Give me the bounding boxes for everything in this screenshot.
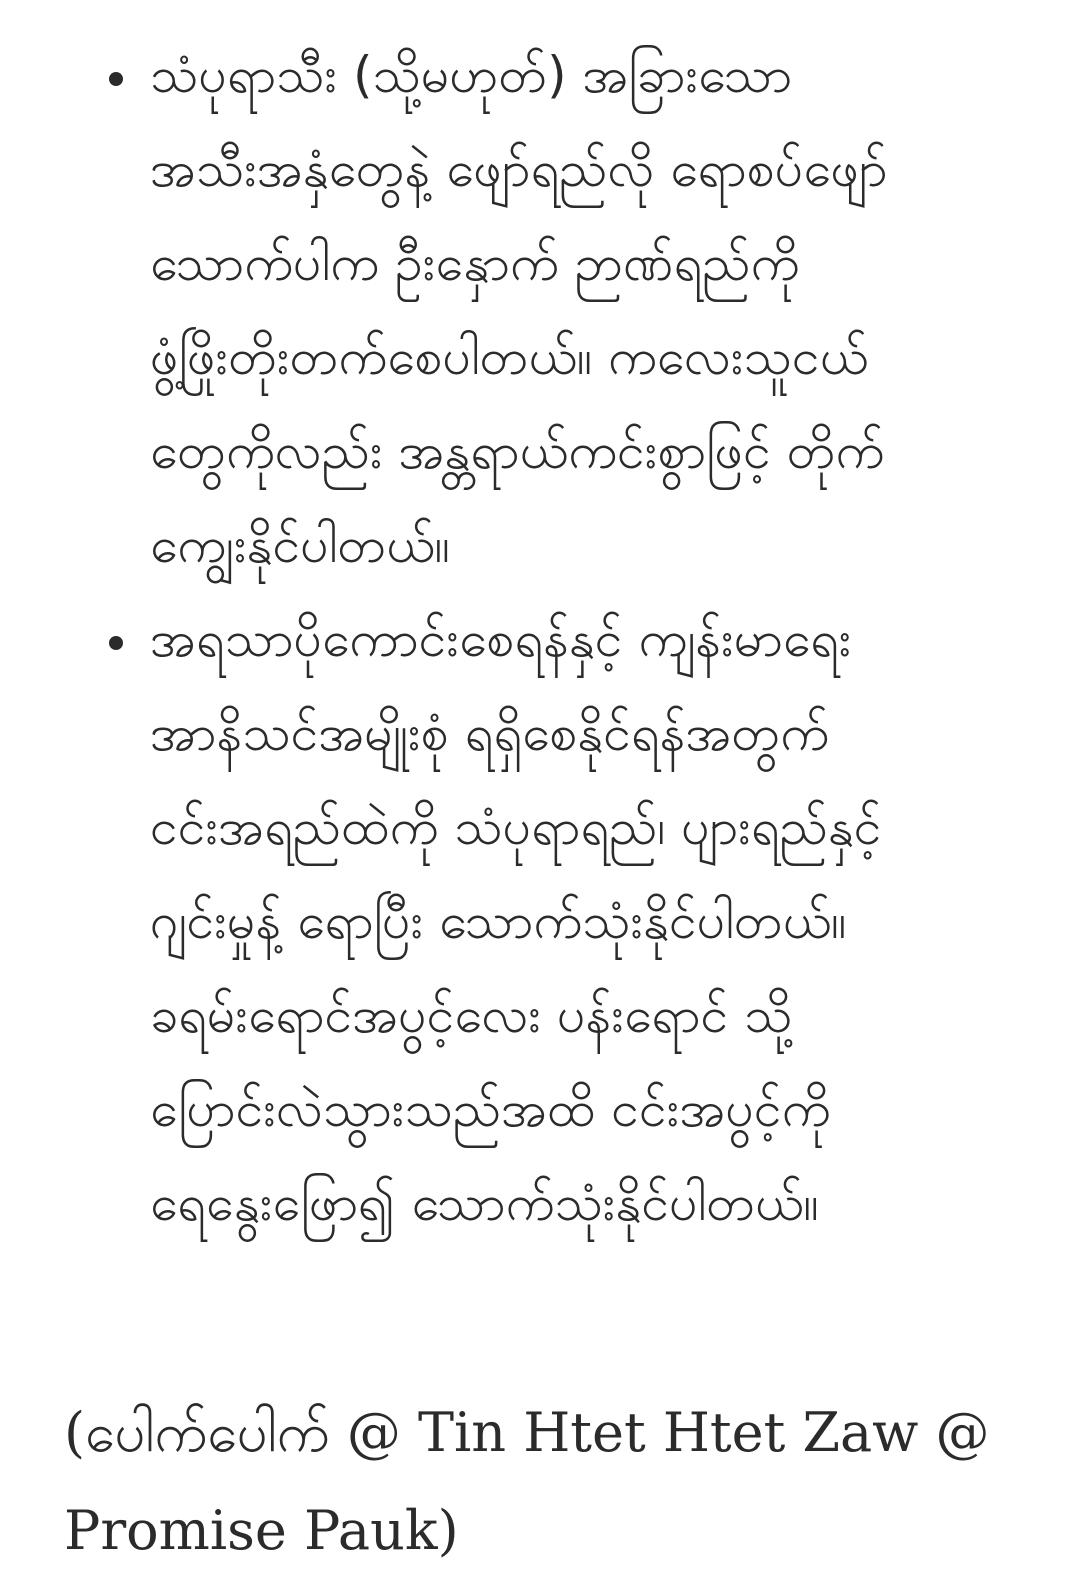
list-item-text: သံပုရာသီး (သို့မဟုတ်) အခြားသော အသီးအနှံတွေနဲ့ ဖျော်ရည်လို ရောစပ်ဖျော် သောက်ပါက ဦးနှောက် ဉာဏ်ရည်ကို ဖွံ့ဖြိုးတိုးတက်စေပါတယ်။ ကလေးသူငယ် တွေကိုလည်း အန္တရာယ်ကင်းစွာဖြင့် တိုက် ကျွေးနိုင်ပါတယ်။ bbox=[150, 46, 888, 574]
tips-list bbox=[0, 28, 1080, 1250]
author-credit: (ပေါက်ပေါက် @ Tin Htet Htet Zaw @ Promise Pauk) bbox=[64, 1401, 990, 1562]
bullet-point bbox=[109, 636, 123, 650]
bullet-point bbox=[109, 72, 123, 86]
list-item bbox=[0, 592, 1080, 1250]
list-item-text: အရသာပိုကောင်းစေရန်နှင့် ကျန်းမာရေး အာနိသင်အမျိုးစုံ ရရှိစေနိုင်ရန်အတွက် ငင်းအရည်ထဲကို သံပုရာရည်၊ ပျားရည်နှင့် ဂျင်းမှုန့် ရောပြီး သောက်သုံးနိုင်ပါတယ်။ ခရမ်းရောင်အပွင့်လေး ပန်းရောင် သို့ ပြောင်းလဲသွားသည်အထိ ငင်းအပွင့်ကို ရေနွေးဖြော၍ သောက်သုံးနိုင်ပါတယ်။ bbox=[150, 610, 882, 1232]
list-item bbox=[0, 28, 1080, 592]
